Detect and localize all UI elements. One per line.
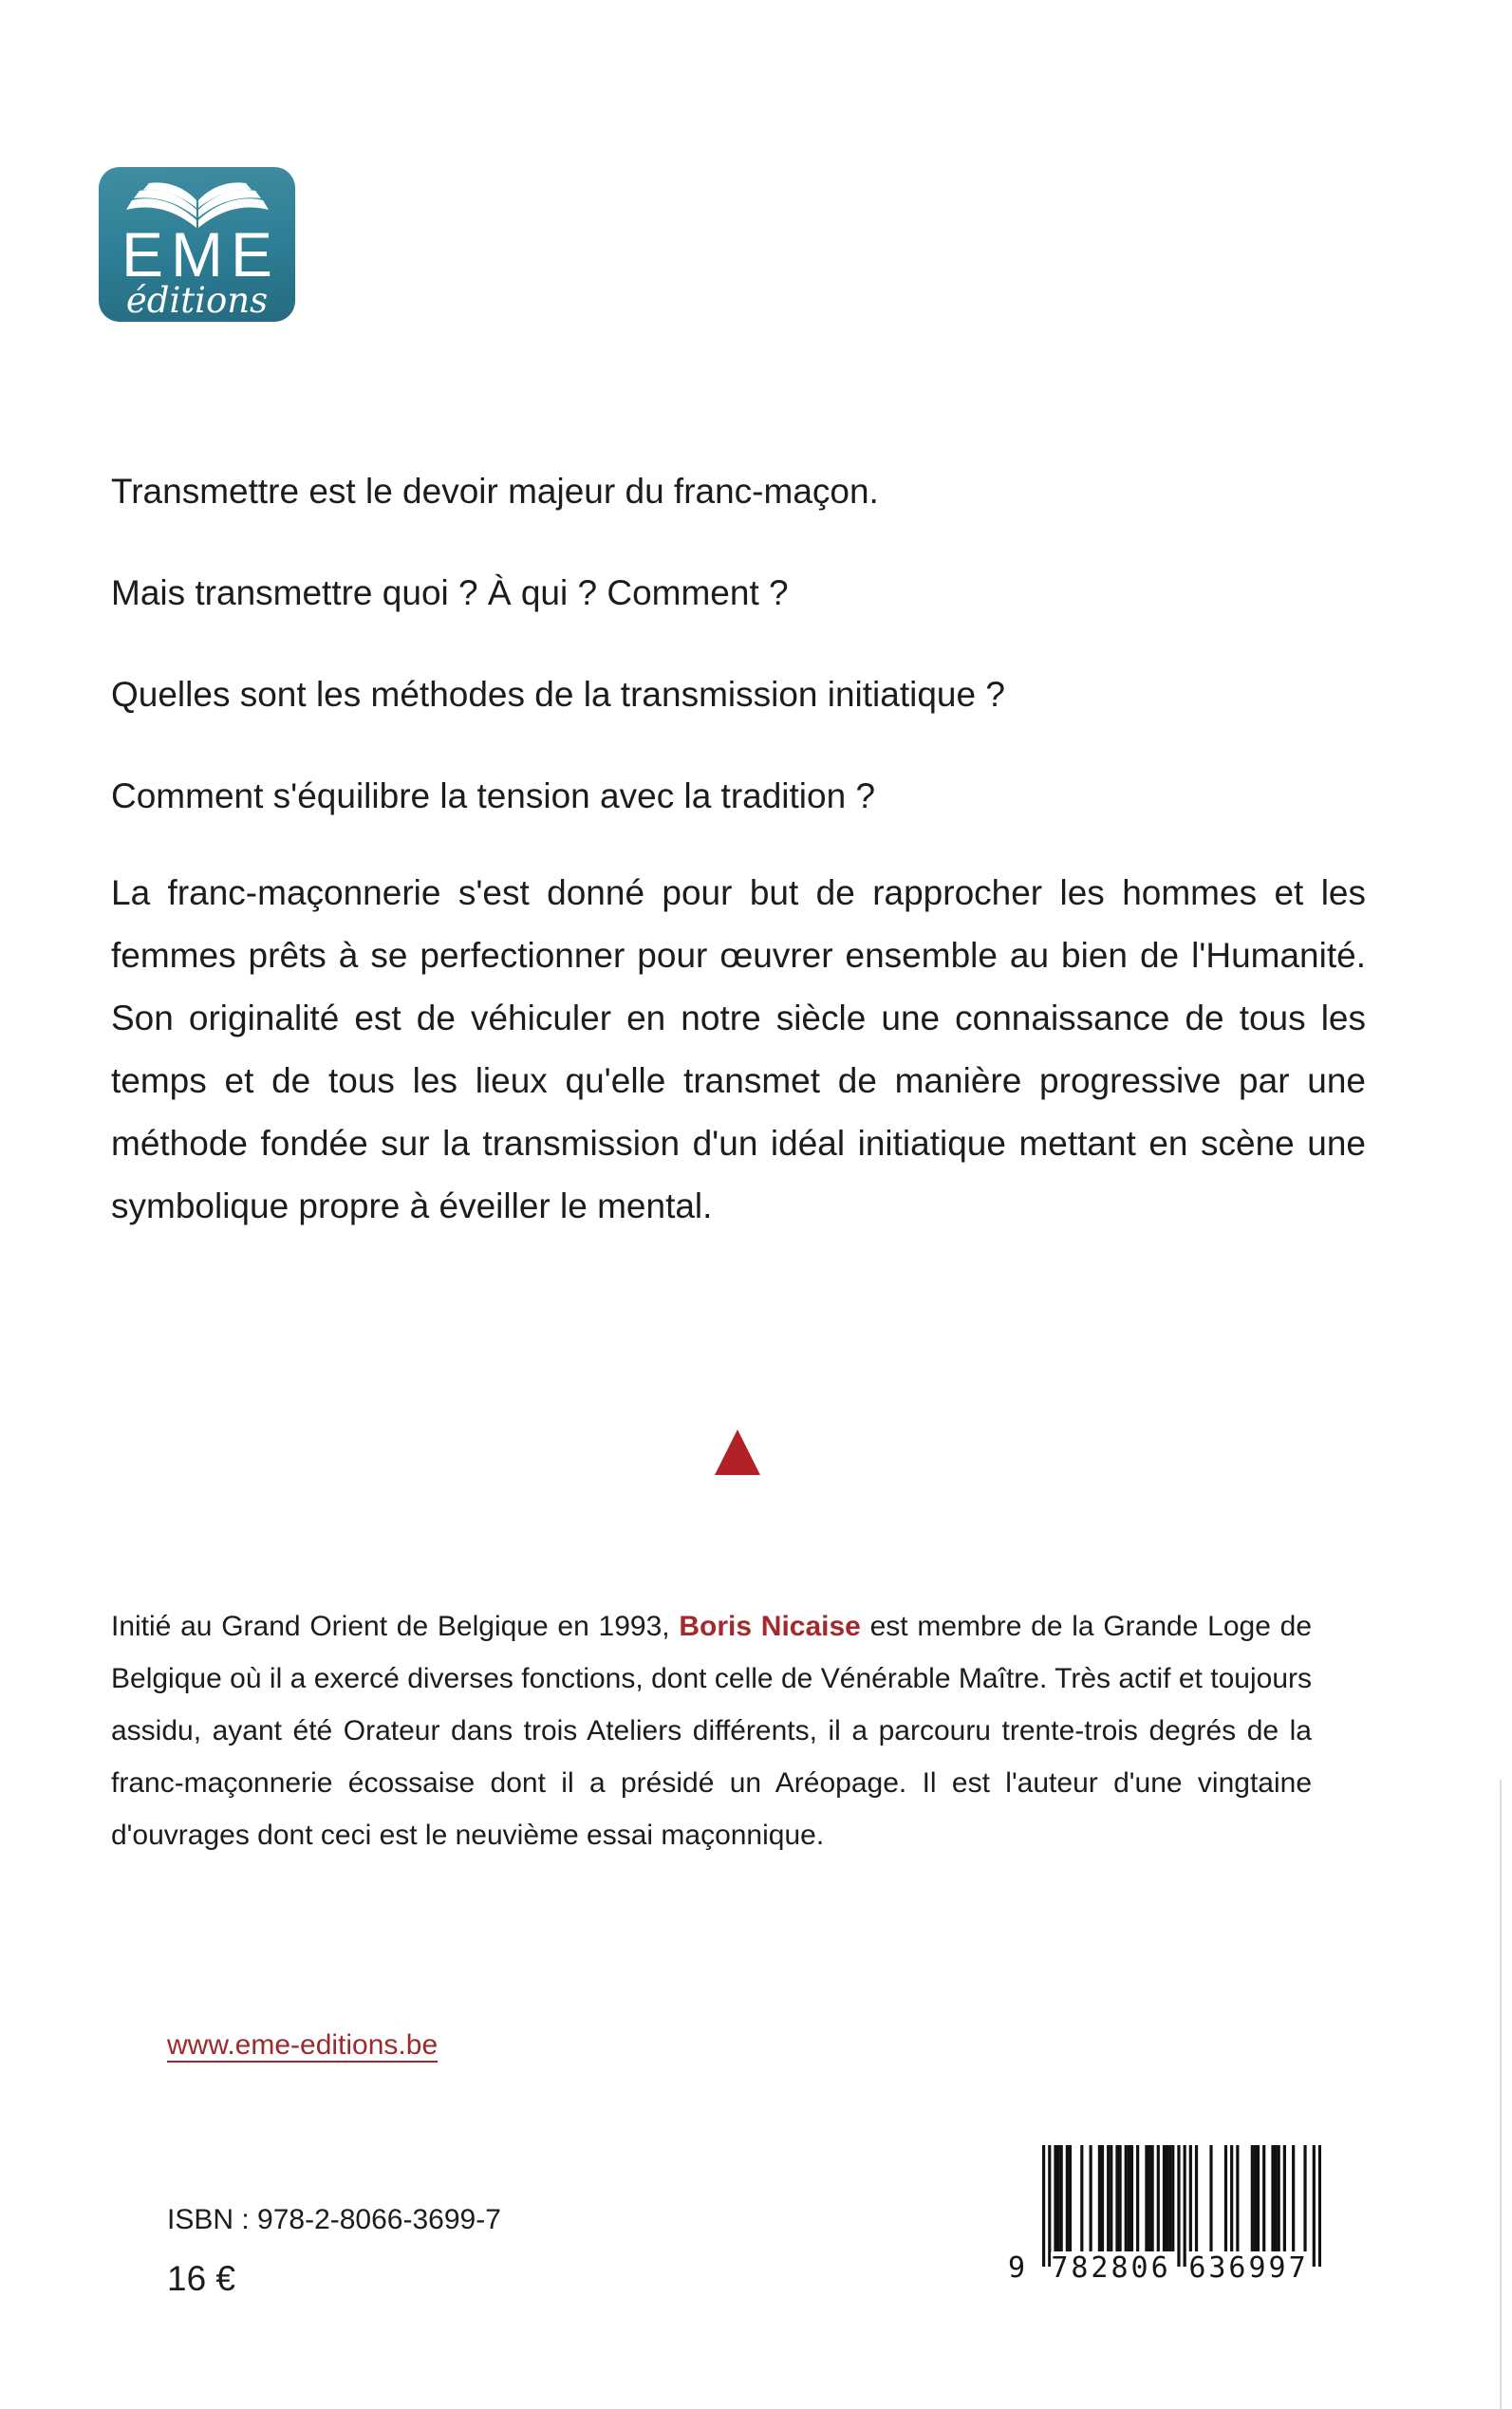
- ean13-barcode: [1008, 2145, 1323, 2288]
- blurb-line: Transmettre est le devoir majeur du franc-maçon.: [111, 472, 879, 511]
- logo-subtitle: éditions: [125, 280, 269, 321]
- barcode-bars: [1042, 2145, 1321, 2267]
- barcode-prefix-digit: 9: [1008, 2251, 1026, 2285]
- isbn-label: ISBN : 978-2-8066-3699-7: [167, 2204, 501, 2235]
- divider-triangle: [715, 1429, 760, 1475]
- eme-logo: [99, 167, 295, 322]
- bio-text-before: Initié au Grand Orient de Belgique en 1993,: [111, 1611, 680, 1642]
- blurb-line: Quelles sont les méthodes de la transmission initiatique ?: [111, 675, 1005, 714]
- price-label: 16 €: [167, 2259, 236, 2298]
- blurb-paragraph: La franc-maçonnerie s'est donné pour but de rapprocher les hommes et les femmes prêts à se perfectionner pour œuvrer ensemble au bien de l'Humanité. Son originalité est de véhiculer en notre siècle une connaissance de tous les temps et de tous les lieux qu'elle transmet de manière progressive par une méthode fondée sur la transmission d'un idéal initiatique mettant en scène une symbolique propre à éveiller le mental.: [111, 873, 1366, 1225]
- barcode-left-digits: 782806: [1051, 2251, 1171, 2285]
- website-link[interactable]: www.eme-editions.be: [167, 2029, 439, 2061]
- author-bio: [111, 1600, 1312, 1861]
- logo-wordmark: EME: [121, 219, 281, 289]
- page-edge-artifact: [1500, 1780, 1502, 2409]
- bio-text-after: est membre de la Grande Loge de Belgique où il a exercé diverses fonctions, dont celle de Vénérable Maître. Très actif et toujours assidu, ayant été Orateur dans trois Ateliers différents, il a parcouru trente-trois degrés de la franc-maçonnerie écossaise dont il a présidé un Aréopage. Il est l'auteur d'une vingtaine d'ouvrages dont ceci est le neuvième essai maçonnique.: [111, 1611, 1313, 1851]
- blurb-line: Mais transmettre quoi ? À qui ? Comment ?: [111, 573, 789, 612]
- blurb-line: Comment s'équilibre la tension avec la tradition ?: [111, 776, 876, 815]
- blurb-questions: [111, 471, 1383, 877]
- barcode-right-digits: 636997: [1188, 2251, 1309, 2285]
- author-name: Boris Nicaise: [679, 1611, 861, 1642]
